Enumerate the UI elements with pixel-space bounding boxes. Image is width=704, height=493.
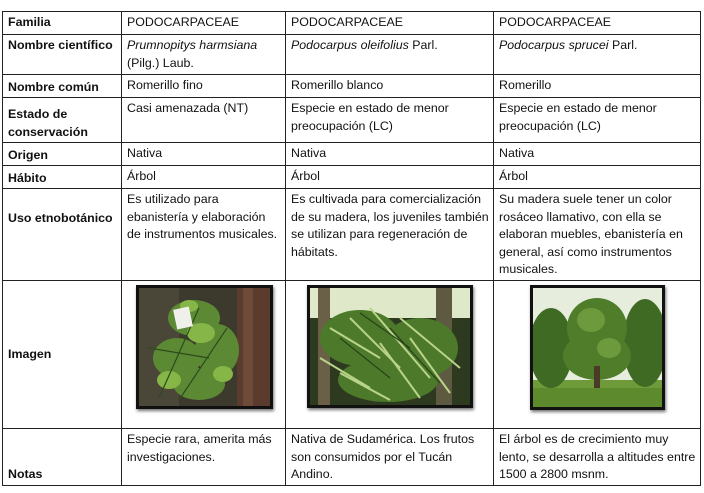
- imagen-1: [122, 281, 286, 429]
- label-familia: Familia: [3, 12, 122, 35]
- species-name-3: Podocarpus sprucei: [499, 38, 609, 52]
- species-author-2: Parl.: [412, 38, 438, 52]
- label-estado: Estado de conservación: [3, 98, 122, 143]
- species-name-2: Podocarpus oleifolius: [291, 38, 409, 52]
- habito-1: Árbol: [122, 166, 286, 189]
- familia-2: PODOCARPACEAE: [286, 12, 494, 35]
- species-author-3: Parl.: [611, 38, 638, 52]
- familia-1: PODOCARPACEAE: [122, 12, 286, 35]
- habito-2: Árbol: [286, 166, 494, 189]
- label-habito: Hábito: [3, 166, 122, 189]
- row-nombre-cientifico: [3, 35, 701, 75]
- row-nombre-comun: [3, 75, 701, 98]
- comun-3: Romerillo: [494, 75, 701, 98]
- origen-1: Nativa: [122, 143, 286, 166]
- uso-2: Es cultivada para comercialización de su madera, los juveniles también se utilizan para regeneración de hábitats.: [286, 189, 494, 281]
- row-familia: [3, 12, 701, 35]
- row-notas: [3, 429, 701, 486]
- photo-sprucei: [530, 285, 665, 410]
- row-imagen: [3, 281, 701, 429]
- imagen-3: [494, 281, 701, 429]
- label-origen: Origen: [3, 143, 122, 166]
- label-nombre-comun: Nombre común: [3, 75, 122, 98]
- row-habito: [3, 166, 701, 189]
- species-name-1: Prumnopitys harmsiana: [127, 38, 258, 52]
- estado-3: Especie en estado de menor preocupación (LC): [494, 98, 701, 143]
- row-origen: [3, 143, 701, 166]
- notas-3: El árbol es de crecimiento muy lento, se desarrolla a altitudes entre 1500 a 2800 msnm.: [494, 429, 701, 486]
- photo-prumnopitys: [136, 285, 273, 409]
- label-imagen: Imagen: [3, 281, 122, 429]
- notas-1: Especie rara, amerita más investigaciones.: [122, 429, 286, 486]
- familia-3: PODOCARPACEAE: [494, 12, 701, 35]
- uso-1: Es utilizado para ebanistería y elaboración de instrumentos musicales.: [122, 189, 286, 281]
- species-table: [2, 11, 701, 486]
- origen-2: Nativa: [286, 143, 494, 166]
- cientifico-1: [122, 35, 286, 75]
- cientifico-3: [494, 35, 701, 75]
- estado-2: Especie en estado de menor preocupación (LC): [286, 98, 494, 143]
- label-nombre-cientifico: Nombre científico: [3, 35, 122, 75]
- uso-3: Su madera suele tener un color rosáceo llamativo, con ella se elaboran muebles, ebanistería en general, así como instrumentos musicales.: [494, 189, 701, 281]
- comun-2: Romerillo blanco: [286, 75, 494, 98]
- imagen-2: [286, 281, 494, 429]
- cientifico-2: [286, 35, 494, 75]
- origen-3: Nativa: [494, 143, 701, 166]
- row-estado: [3, 98, 701, 143]
- notas-2: Nativa de Sudamérica. Los frutos son consumidos por el Tucán Andino.: [286, 429, 494, 486]
- photo-oleifolius: [307, 285, 473, 408]
- estado-1: Casi amenazada (NT): [122, 98, 286, 143]
- habito-3: Árbol: [494, 166, 701, 189]
- row-uso: [3, 189, 701, 281]
- label-uso: Uso etnobotánico: [3, 189, 122, 281]
- species-author-1: (Pilg.) Laub.: [127, 55, 194, 70]
- label-notas: Notas: [3, 429, 122, 486]
- comun-1: Romerillo fino: [122, 75, 286, 98]
